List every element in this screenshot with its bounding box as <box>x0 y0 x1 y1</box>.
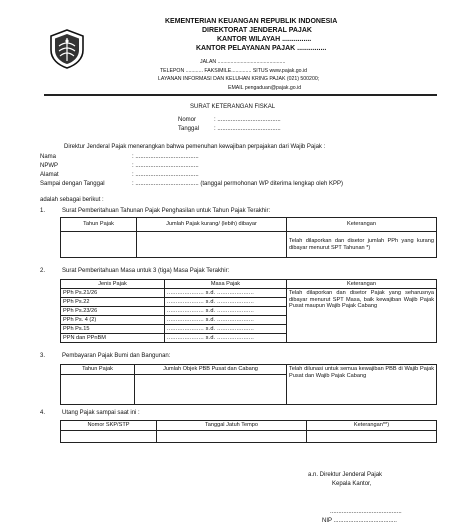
nomor-value: : ...................................... <box>214 117 281 123</box>
field-tanggal-value: : ...................................... (tanggal permohonan WP diterima lengkap oleh KPP) <box>132 181 343 187</box>
header-email: EMAIL pengaduan@pajak.go.id <box>228 85 302 91</box>
field-npwp-value: : ...................................... <box>132 163 199 169</box>
s2-row-masa: ..................... s.d. ..................... <box>165 325 287 334</box>
s1-cell-keterangan: Telah dilaporkan dan disetor jumlah PPh yang kurang dibayar menurut SPT Tahunan *) <box>287 232 437 258</box>
tanggal-label: Tanggal <box>178 126 200 132</box>
field-npwp-label: NPWP <box>40 163 58 169</box>
section3-title: Pembayaran Pajak Bumi dan Bangunan: <box>62 353 171 359</box>
intro-text: Direktur Jenderal Pajak menerangkan bahwa pemenuhan kewajiban perpajakan dari Wajib Pajak : <box>64 144 326 150</box>
field-alamat-value: : ...................................... <box>132 172 199 178</box>
s2-row-jenis: PPh Ps. 4 (2) <box>61 316 165 325</box>
header-line3: KANTOR WILAYAH ............... <box>217 36 312 43</box>
tanggal-value: : ...................................... <box>214 126 281 132</box>
s2-row-jenis: PPh Ps.21/26 <box>61 289 165 298</box>
signature-name-line: ........................................... <box>330 509 402 515</box>
s2-header-masa: Masa Pajak <box>165 280 287 289</box>
header-line4: KANTOR PELAYANAN PAJAK ............... <box>196 45 327 52</box>
s3-cell-keterangan: Telah dilunasi untuk semua kewajiban PBB di Wajib Pajak Pusat dan Wajib Pajak Cabang <box>287 365 437 405</box>
section2-number: 2. <box>40 268 46 274</box>
field-alamat-label: Alamat <box>40 172 59 178</box>
header-telepon: TELEPON ............ FAKSIMILE.............. SITUS www.pajak.go.id <box>160 68 308 74</box>
s2-row-masa: ..................... s.d. ..................... <box>165 298 287 307</box>
doc-title: SURAT KETERANGAN FISKAL <box>190 104 276 110</box>
s1-header-tahun: Tahun Pajak <box>61 218 137 232</box>
s2-row-masa: ..................... s.d. ..................... <box>165 307 287 316</box>
s2-row-jenis: PPh Ps.23/26 <box>61 307 165 316</box>
header-line1: KEMENTERIAN KEUANGAN REPUBLIK INDONESIA <box>165 18 338 25</box>
header-divider <box>44 94 437 96</box>
s2-row-jenis: PPN dan PPnBM <box>61 334 165 343</box>
header-line2: DIREKTORAT JENDERAL PAJAK <box>202 27 312 34</box>
s4-header-keterangan: Keterangan**) <box>307 421 437 431</box>
s2-row-jenis: PPh Ps.22 <box>61 298 165 307</box>
signature-nip: NIP ...................................... <box>322 518 397 524</box>
s3-cell-tahun <box>61 375 135 405</box>
field-nama-value: : ...................................... <box>132 154 199 160</box>
s1-cell-jumlah <box>137 232 287 258</box>
section1-title: Surat Pemberitahuan Tahunan Pajak Penghasilan untuk Tahun Pajak Terakhir: <box>62 208 271 214</box>
section4-number: 4. <box>40 410 46 416</box>
section1-number: 1. <box>40 208 46 214</box>
header-jalan: JALAN ............................................... <box>200 59 286 65</box>
s4-cell-nomor <box>61 431 157 443</box>
section4-title: Utang Pajak sampai saat ini : <box>62 410 140 416</box>
s3-header-jumlah: Jumlah Objek PBB Pusat dan Cabang <box>135 365 287 375</box>
s1-cell-tahun <box>61 232 137 258</box>
field-nama-label: Nama <box>40 154 57 160</box>
section2-title: Surat Pemberitahuan Masa untuk 3 (tiga) Masa Pajak Terakhir: <box>62 268 230 274</box>
s2-row-masa: ..................... s.d. ..................... <box>165 316 287 325</box>
s4-header-tanggal: Tanggal Jatuh Tempo <box>157 421 307 431</box>
section3-table <box>60 364 437 405</box>
s2-row-masa: ..................... s.d. ..................... <box>165 289 287 298</box>
signature-role: Kepala Kantor, <box>332 481 372 487</box>
ministry-logo <box>46 28 88 70</box>
field-tanggal-label: Sampai dengan Tanggal <box>40 181 105 187</box>
s1-header-jumlah: Jumlah Pajak kurang/ (lebih) dibayar <box>137 218 287 232</box>
s1-header-keterangan: Keterangan <box>287 218 437 232</box>
s3-cell-jumlah <box>135 375 287 405</box>
s4-cell-keterangan <box>307 431 437 443</box>
s4-cell-tanggal <box>157 431 307 443</box>
section1-table <box>60 217 437 258</box>
s2-header-jenis: Jenis Pajak <box>61 280 165 289</box>
section2-table <box>60 279 437 343</box>
s4-header-nomor: Nomor SKP/STP <box>61 421 157 431</box>
s2-row-masa: ..................... s.d. ..................... <box>165 334 287 343</box>
adalah-text: adalah sebagai berikut : <box>40 197 104 203</box>
section4-table <box>60 420 437 443</box>
header-layanan: LAYANAN INFORMASI DAN KELUHAN KRING PAJAK (021) 500200; <box>158 76 320 82</box>
nomor-label: Nomor <box>178 117 197 123</box>
s3-header-tahun: Tahun Pajak <box>61 365 135 375</box>
s2-row-jenis: PPh Ps.15 <box>61 325 165 334</box>
signature-an: a.n. Direktur Jenderal Pajak <box>308 472 383 478</box>
s2-header-keterangan: Keterangan <box>287 280 437 289</box>
s2-cell-keterangan: Telah dilaporkan dan disetor Pajak yang seharusnya dibayar menurut SPT Masa, baik kewajiban Wajib Pajak Pusat maupun Wajib Pajak Cabang <box>287 289 437 343</box>
section3-number: 3. <box>40 353 46 359</box>
